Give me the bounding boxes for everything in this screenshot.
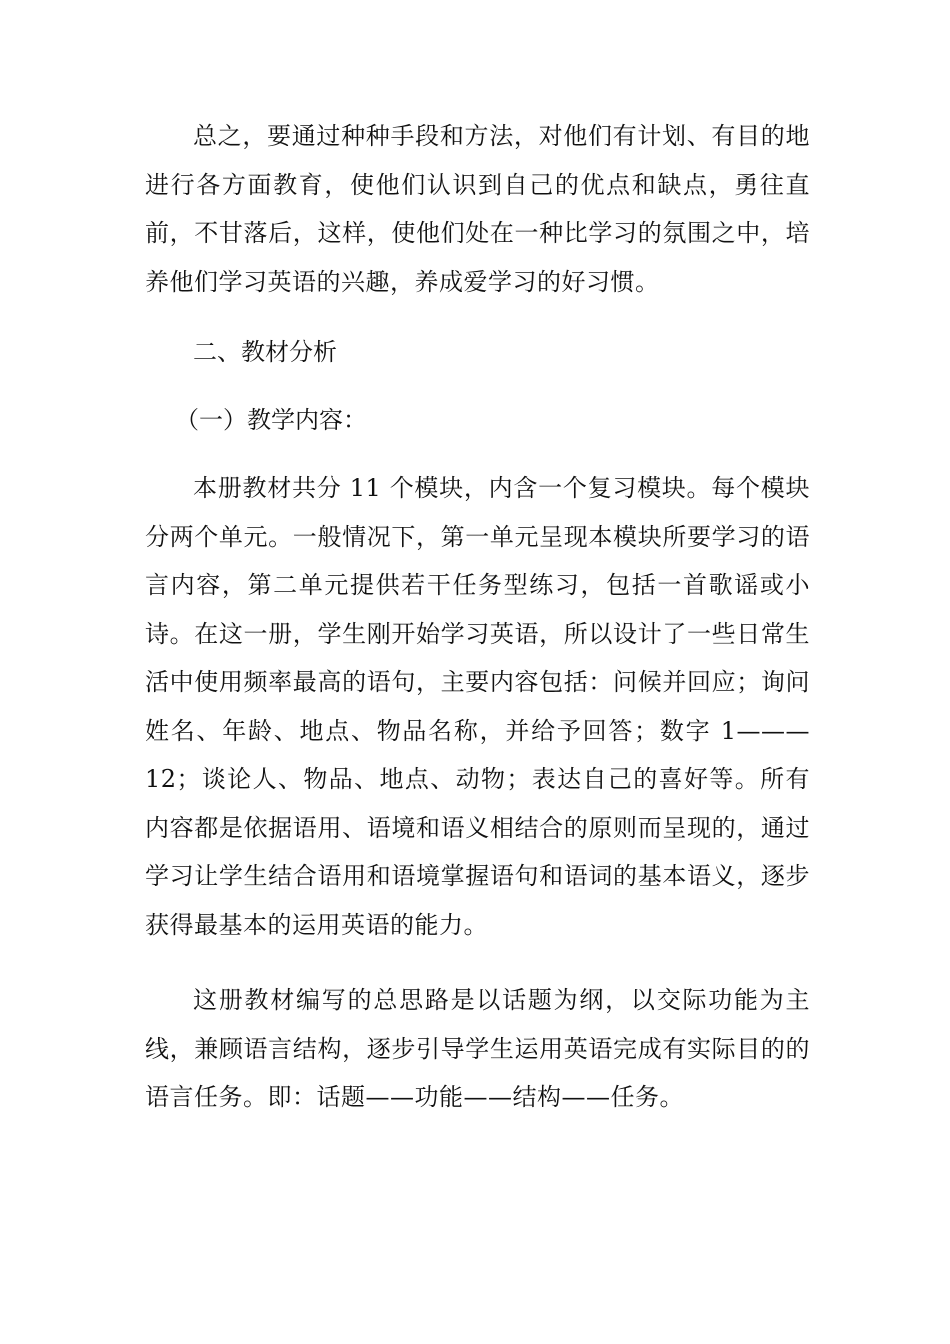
subsection-heading-teaching-content: （一）教学内容： [175,406,367,434]
paragraph-textbook-content: 本册教材共分 11 个模块，内含一个复习模块。每个模块分两个单元。一般情况下，第一单元呈现本模块所要学习的语言内容，第二单元提供若干任务型练习，包括一首歌谣或小诗。在这一册，学生刚开始学习英语，所以设计了一些日常生活中使用频率最高的语句，主要内容包括：问候并回应；询问姓名、年龄、地点、物品名称，并给予回答；数字 1———12；谈论人、物品、地点、动物；表达自己的喜好等。所有内容都是依据语用、语境和语义相结合的原则而呈现的，通过学习让学生结合语用和语境掌握语句和语词的基本语义，逐步获得最基本的运用英语的能力。 [145,474,810,939]
paragraph-summary: 总之，要通过种种手段和方法，对他们有计划、有目的地进行各方面教育，使他们认识到自己的优点和缺点，勇往直前，不甘落后，这样，使他们处在一种比学习的氛围之中，培养他们学习英语的兴趣，养成爱学习的好习惯。 [145,122,810,296]
paragraph-textbook-approach: 这册教材编写的总思路是以话题为纲，以交际功能为主线，兼顾语言结构，逐步引导学生运用英语完成有实际目的的语言任务。即：话题——功能——结构——任务。 [145,986,810,1111]
section-heading-textbook-analysis: 二、教材分析 [193,338,337,366]
